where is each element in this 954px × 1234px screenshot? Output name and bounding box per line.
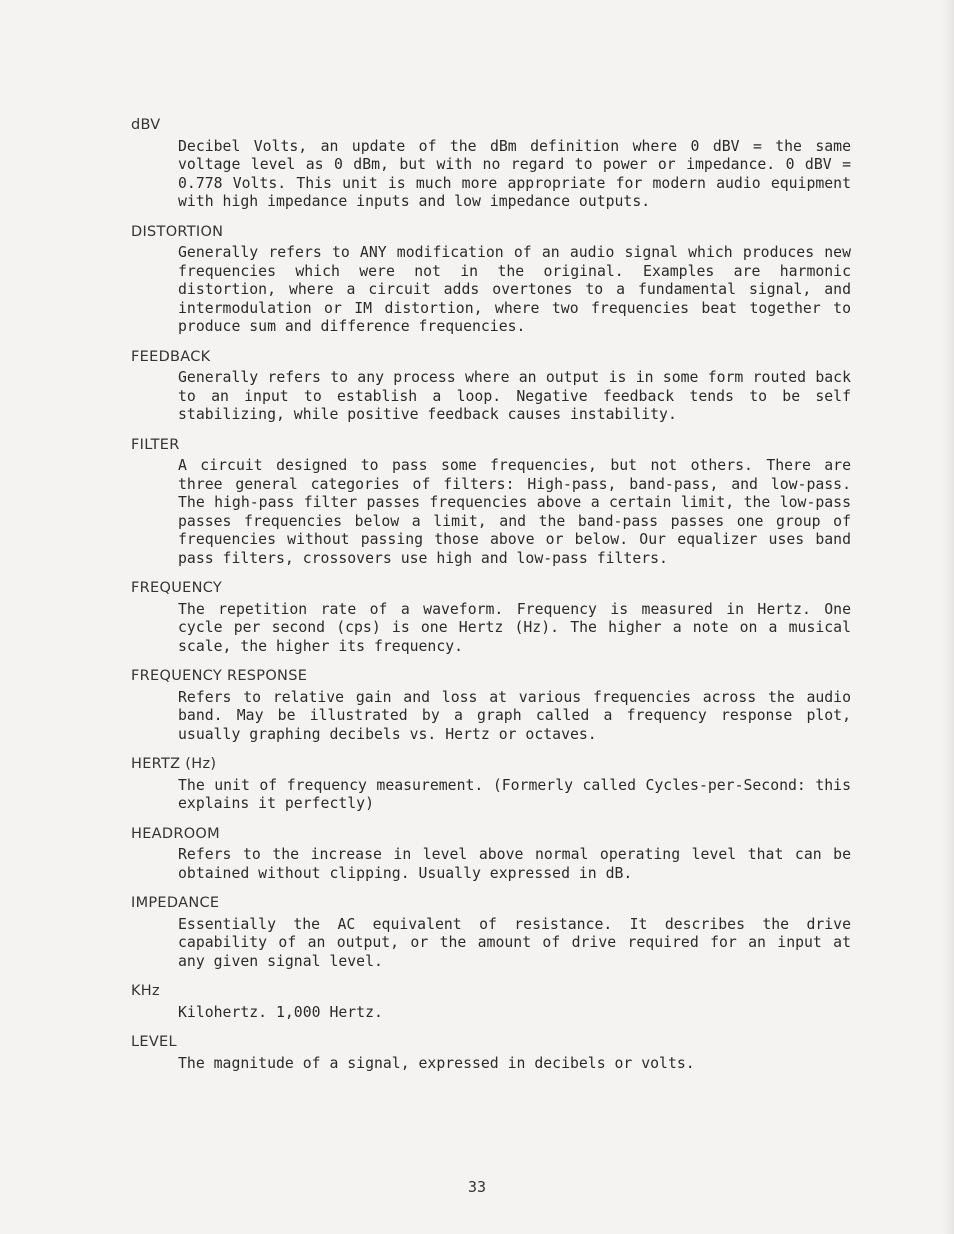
glossary-term: DISTORTION: [131, 223, 224, 240]
glossary-entry-feedback: [131, 348, 851, 425]
glossary: [131, 116, 851, 1084]
glossary-term: FILTER: [131, 436, 180, 453]
glossary-term: KHz: [131, 983, 160, 999]
glossary-entry-filter: [131, 436, 851, 569]
glossary-definition: The magnitude of a signal, expressed in decibels or volts.: [178, 1054, 695, 1072]
glossary-definition: Kilohertz. 1,000 Hertz.: [178, 1003, 383, 1021]
glossary-definition: Refers to the increase in level above normal operating level that can be obtained without clipping. Usually expressed in dB.: [178, 846, 851, 882]
glossary-entry-frequency-response: [131, 667, 851, 744]
glossary-definition: The repetition rate of a waveform. Frequency is measured in Hertz. One cycle per second (cps) is one Hertz (Hz). The higher a note on a musical scale, the higher its frequency.: [178, 600, 851, 655]
glossary-entry-level: [131, 1033, 851, 1073]
glossary-term: HERTZ (Hz): [131, 756, 217, 772]
glossary-entry-dbv: [131, 116, 851, 212]
glossary-term: LEVEL: [131, 1034, 177, 1050]
glossary-entry-impedance: [131, 894, 851, 971]
glossary-term: FEEDBACK: [131, 348, 211, 365]
glossary-definition: Generally refers to ANY modification of an audio signal which produces new frequencies which were not in the original. Examples are harmonic distortion, where a circuit adds overtones to a fundamental signal, and intermodulation or IM distortion, where two frequencies beat together to produce sum and difference frequencies.: [178, 244, 851, 335]
page-edge-shadow: [942, 0, 954, 1234]
page-number: 33: [467, 1178, 487, 1196]
glossary-entry-hertz: [131, 755, 851, 814]
glossary-term: IMPEDANCE: [131, 895, 220, 911]
glossary-term: dBV: [131, 117, 161, 133]
glossary-entry-distortion: [131, 223, 851, 337]
glossary-entry-headroom: [131, 825, 851, 884]
glossary-definition: Refers to relative gain and loss at various frequencies across the audio band. May be illustrated by a graph called a frequency response plot, usually graphing decibels vs. Hertz or octaves.: [178, 688, 851, 743]
glossary-definition: A circuit designed to pass some frequencies, but not others. There are three general categories of filters: High-pass, band-pass, and low-pass. The high-pass filter passes frequencies above a certain limit, the low-pass passes frequencies below a limit, and the band-pass passes one group of frequencies without passing those above or below. Our equalizer uses band pass filters, crossovers use high and low-pass filters.: [178, 457, 851, 567]
glossary-term: HEADROOM: [131, 825, 220, 842]
glossary-definition: Essentially the AC equivalent of resistance. It describes the drive capability of an output, or the amount of drive required for an input at any given signal level.: [178, 915, 851, 970]
glossary-definition: Generally refers to any process where an output is in some form routed back to an input to establish a loop. Negative feedback tends to be self stabilizing, while positive feedback causes instability.: [178, 369, 851, 423]
glossary-entry-frequency: [131, 579, 851, 656]
glossary-entry-khz: [131, 982, 851, 1022]
glossary-term: FREQUENCY: [131, 580, 223, 596]
glossary-definition: Decibel Volts, an update of the dBm definition where 0 dBV = the same voltage level as 0 dBm, but with no regard to power or impedance. 0 dBV = 0.778 Volts. This unit is much more appropriate for modern audio equipment with high impedance inputs and low impedance outputs.: [178, 137, 851, 210]
glossary-term: FREQUENCY RESPONSE: [131, 668, 308, 684]
glossary-definition: The unit of frequency measurement. (Formerly called Cycles-per-Second: this explains it perfectly): [178, 776, 851, 812]
